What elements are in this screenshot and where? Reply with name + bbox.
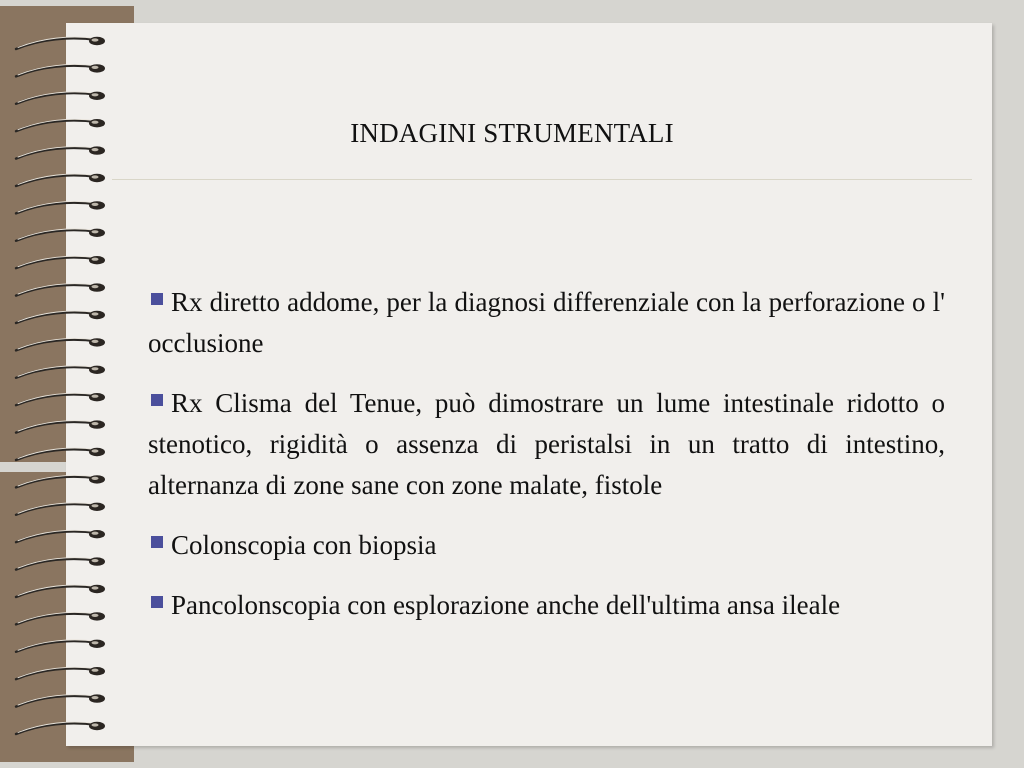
binding-ring-icon <box>16 722 105 734</box>
binding-ring-icon <box>16 311 105 323</box>
square-bullet-icon <box>151 596 163 608</box>
bullet-text: Pancolonscopia con esplorazione anche dell'ultima ansa ileale <box>171 590 841 620</box>
binding-ring-icon <box>16 92 105 104</box>
binding-ring-icon <box>16 256 105 268</box>
bullet-text: Colonscopia con biopsia <box>171 530 437 560</box>
spiral-binding <box>0 0 134 768</box>
bullet-text: Rx Clisma del Tenue, può dimostrare un lume intestinale ridotto o stenotico, rigidità o assenza di peristalsi in un tratto di intestino, alternanza di zone sane con zone malate, fistole <box>148 388 945 500</box>
binding-ring-icon <box>16 503 105 515</box>
bullet-list <box>148 282 945 645</box>
square-bullet-icon <box>151 293 163 305</box>
binding-ring-icon <box>16 64 105 76</box>
binding-ring-icon <box>16 557 105 569</box>
square-bullet-icon <box>151 536 163 548</box>
binding-ring-icon <box>16 229 105 241</box>
binding-ring-icon <box>16 448 105 460</box>
binding-ring-icon <box>16 667 105 679</box>
binding-ring-icon <box>16 585 105 597</box>
binding-ring-icon <box>16 201 105 213</box>
binding-ring-icon <box>16 283 105 295</box>
binding-ring-icon <box>16 366 105 378</box>
binding-ring-icon <box>16 640 105 652</box>
binding-ring-icon <box>16 530 105 542</box>
binding-ring-icon <box>16 37 105 49</box>
bullet-item <box>148 525 945 566</box>
title-divider <box>112 179 972 180</box>
bullet-item <box>148 282 945 364</box>
bullet-text: Rx diretto addome, per la diagnosi differenziale con la perforazione o l' occlusione <box>148 287 945 358</box>
bullet-item <box>148 383 945 506</box>
binding-ring-icon <box>16 420 105 432</box>
binding-ring-icon <box>16 393 105 405</box>
slide-title: INDAGINI STRUMENTALI <box>350 118 674 148</box>
binding-ring-icon <box>16 694 105 706</box>
binding-ring-icon <box>16 475 105 487</box>
binding-ring-icon <box>16 174 105 186</box>
square-bullet-icon <box>151 394 163 406</box>
binding-ring-icon <box>16 338 105 350</box>
binding-ring-icon <box>16 612 105 624</box>
bullet-item <box>148 585 945 626</box>
